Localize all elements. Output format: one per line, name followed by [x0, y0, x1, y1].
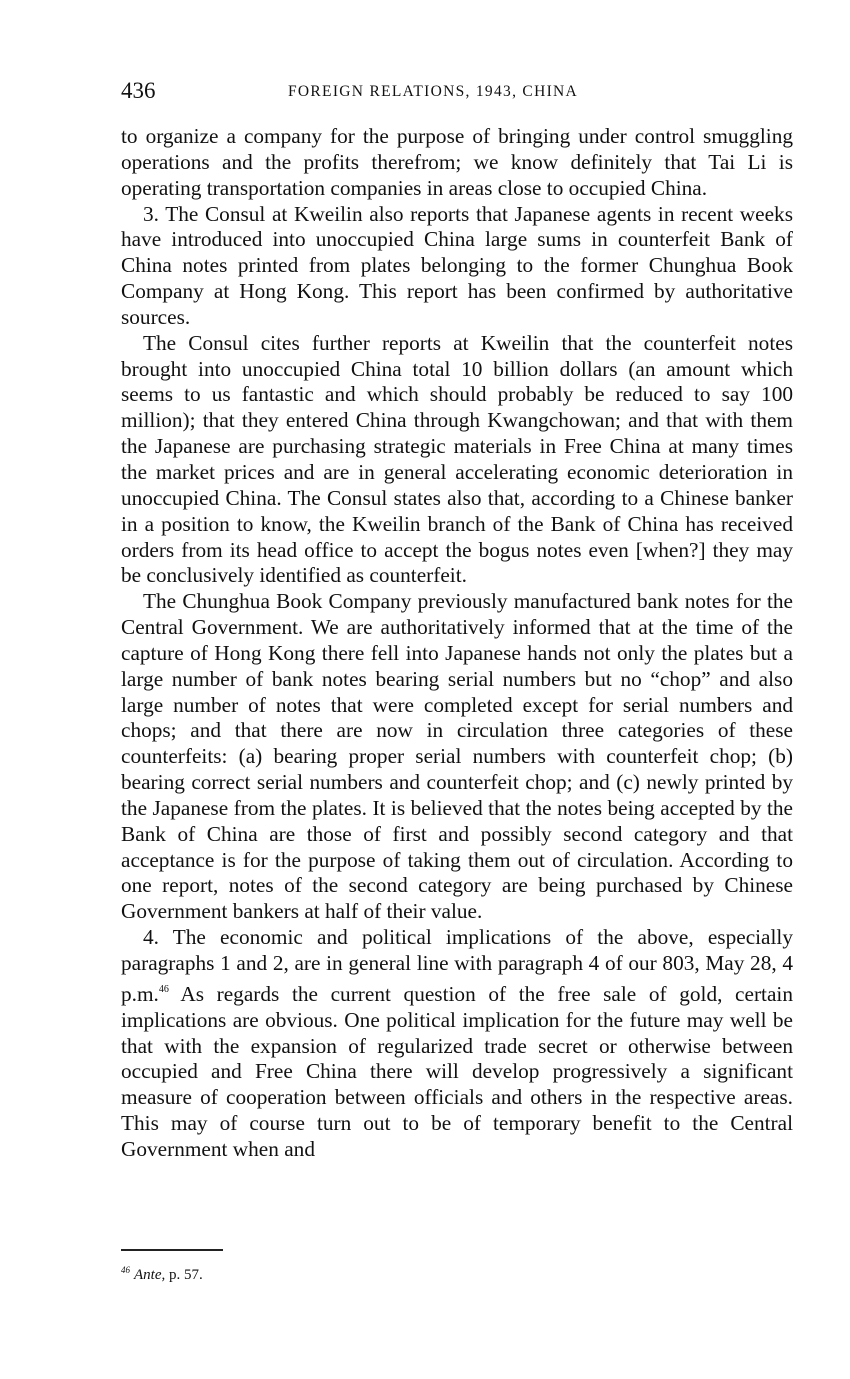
footnote-reference[interactable]: 46: [158, 983, 169, 995]
paragraph-4: [121, 925, 793, 1163]
paragraph-continuation: to organize a company for the purpose of bringing under control smuggling operations and the profits therefrom; we know definitely that Tai Li is operating transportation companies in areas close to occupied China.: [121, 124, 793, 200]
footnote-marker: 46: [121, 1265, 130, 1275]
paragraph-4-rest: As regards the current question of the free sale of gold, certain implications are obvious. One political implication for the future may well be that with the expansion of regularized trade secret or otherwise between occupied and Free China there will develop progressively a significant measure of cooperation between officials and others in the respective areas. This may of course turn out to be of temporary benefit to the Central Government when and: [121, 981, 793, 1161]
paragraph-chunghua: The Chunghua Book Company previously manufactured bank notes for the Central Government. We are authoritatively informed that at the time of the capture of Hong Kong there fell into Japanese hands not only the plates but a large number of bank notes bearing serial numbers but no “chop” and also large number of notes that were completed except for serial numbers and chops; and that there are now in circulation three categories of these counterfeits: (a) bearing proper serial numbers with counterfeit chop; (b) bearing correct serial numbers and counterfeit chop; and (c) newly printed by the Japanese from the plates. It is believed that the notes being accepted by the Bank of China are those of first and possibly second category and that acceptance is for the purpose of taking them out of circulation. According to one report, notes of the second category are being purchased by Chinese Government bankers at half of their value.: [121, 589, 793, 924]
paragraph-3: 3. The Consul at Kweilin also reports that Japanese agents in recent weeks have introduced into unoccupied China large sums in counterfeit Bank of China notes printed from plates belonging to the former Chunghua Book Company at Hong Kong. This report has been confirmed by authoritative sources.: [121, 201, 793, 329]
document-page: [121, 78, 793, 1283]
paragraph-4-start: 4. The economic and political implications of the above, especially paragraphs 1 and 2, are in general line with paragraph 4 of our 803, May 28, 4 p.m.: [121, 925, 793, 1006]
page-number: 436: [121, 78, 156, 103]
running-head: FOREIGN RELATIONS, 1943, CHINA: [288, 83, 579, 100]
footnote-divider: [121, 1249, 223, 1251]
body-text: [121, 124, 793, 1163]
paragraph-consul-cites: The Consul cites further reports at Kweilin that the counterfeit notes brought into unoccupied China total 10 billion dollars (an amount which seems to us fantastic and which should probably be reduced to say 100 million); that they entered China through Kwangchowan; and that with them the Japanese are purchasing strategic materials in Free China at many times the market prices and are in general accelerating economic deterioration in unoccupied China. The Consul states also that, according to a Chinese banker in a position to know, the Kweilin branch of the Bank of China has received orders from its head office to accept the bogus notes even [when?] they may be conclusively identified as counterfeit.: [121, 330, 793, 588]
footnote-text: p. 57.: [165, 1267, 203, 1283]
footnote-ante: Ante,: [134, 1267, 166, 1283]
page-header: [121, 78, 793, 112]
footnote: [121, 1265, 203, 1284]
